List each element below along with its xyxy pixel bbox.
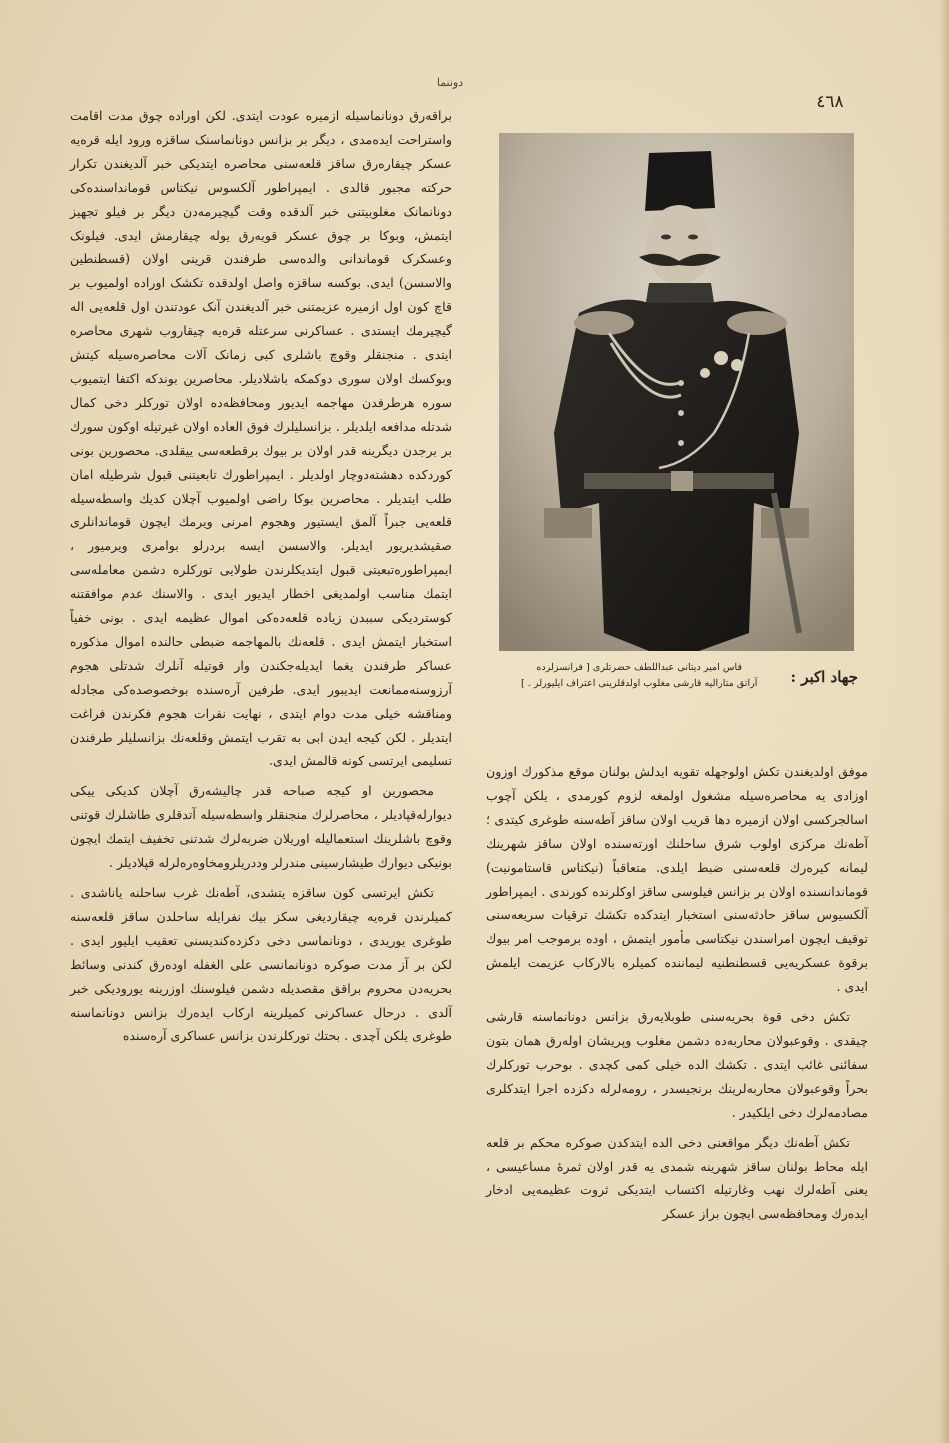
portrait-illustration [499,133,854,651]
running-head: دوننما [436,76,464,89]
paragraph: براقەرق دونانماسیله ازمیرە عودت ایتدی. لکن اورادە چوق مدت اقامت واستراحت ایدەمدی ، دیگر بر بزانس دونانماسنک ساقزە ورود ایله قرەیە عسکر چیقارەرق ساقز قلعەسنی محاصرە ایتدیکی خبر آلدیغندن تکرار حرکتە مجبور قالدی . ایمپراطور آلکسوس نیکتاس قومانداسندەکی دونانمانک مغلوبیتنی خبر آلدقدە وقت گیچیرمەدن دیگر بر فیلو تجهیز ایتمش، وبوکا بر چوق عسکر قویەرق یولە چیقارمش ایدی. فیلونک وعسکرک قوماندانی والدەسی طرفندن قرینی اولان (قسطنطین والاسسن) ایدی. بوکسە ساقزە واصل اولدقدە تکشک اورادە اولمیوب بر قاچ کون اول ازمیرە عزیمتنی خبر آلدیغندن آنک عودتندن اول قلعەیی الە گیچیرمك ایستدی . عساکرنی سرعتلە قرەیە چیقاروب شهری محاصرە ایتدی . منجنقلر وقوچ باشلری کبی زمانک آلات محاصرەسیلە کیتش وبوکسك اولان سوری دوکمکە باشلادیلر. محاصرین بوندکە اکتفا ایتمیوب سورە هرطرفدن مهاجمە ایدیور ومحافظەدە اولان تورکلر دخی کمال شدتلە مدافعە ایلدیلر . بزانسلیلرك فوق العادە اولان غیرتیلە اوکون سورك بر برجدن دیگرینە قدر اولان بر بیوك برقطعەسی ییقلدی. محصورین بونی کوردکدە دهشتەدوچار اولدیلر . ایمپراطورك تابعیتنی قبول شرطیلە امان طلب ایتدیلر . محاصرین بوکا راضی اولمیوب آچلان کدیك واسطەسیلە قلعەیی جبراً آلمق ایستیور وهجوم امرنی ویرمك ایچون قوماندانلری صقیشدیریور ایدیلر. والاسسن ایسە بردرلو بوامری ویرمیور ، ایمپراطورەتبعیتی قبول ایتدیکلرندن طولایی تورکلرە دشمن معاملەسی ایتمك مناسب اولمدیغی اخطار ایدیور ایدی . والاسنك عدم موافقتنە کوستردیکی سببدن زیادە قلعەدەکی اموال عظیمە ایدی . بونی خفیاً استخبار ایتمش ایدی . قلعەنك بالمهاجمە ضبطی حالندە اموال مذکورە عساکر طرفندن یغما ایدیلەجکندن وار قوتیلە آنلرك شدتلی هجوم آرزوسنەممانعت ایدیبور ایدی. طرفین آرەسندە بوخصوصدەکی مجادلە ومناقشە خیلی مدت دوام ایتدی ، نهایت نفرات هجوم فکرندن فراغت ایتدیلر . لکن کیجە ایدن ابی بە تقرب ایتمش وقلعەنك بزانسلیلر طرفندن تسلیمی ایرتسی کونە قالمش ایدی. [70,108,452,769]
figure-caption [498,660,858,694]
caption-lead: جهاد اكبر : [790,668,858,686]
paragraph: محصورین او کیجە صباحە قدر چالیشەرق آچلان کدیکی ییکی دیوارلەقپادیلر ، محاصرلرك منجنقلر واسطەسیلە آتدقلری طاشلرك قوتنی وقوچ باشلرینك استعمالیلە اوریلان ضربەلرك شدتنی تخفیف ایتمك ایچون بونیکی دیوارك طیشارسینی مندرلر وددریلرومخاوەرەلرلە قپلادیلر . [70,783,452,871]
caption-line: آراتق متاراليه قارشی مغلوب اولدقلرینی اعتراف ایلیورلر . ] [521,678,758,689]
portrait-photograph [499,133,854,651]
text-column-left [70,104,452,1054]
caption-line: فاس امیر دیتانی عبداللطف حضرتلری [ فرانسزلرده [536,662,743,673]
text-column-right [486,760,868,1232]
page-edge-shadow [939,0,949,1443]
paragraph: تکش ایرتسی کون ساقزە یتشدی، آطەنك غرب ساحلنە یاناشدی . کمیلرندن قرەیە چیقاردیغی سکز بیك نفرایلە ساحلدن ساقز قلعەسنە طوغری یوریدی ، دونانماسی دخی دکزدەکندیسنی تعقیب ایلیور ایدی . لکن بر آز مدت صوکرە دونانمانسی علی الغفلە اودەرق کندنی وسائط بحریەدن محروم براقق مقصدیلە دشمن فیلوسنك اوزرینە یورودیکی خبر آلدی . درحال عساکرنی کمیلرینە ارکاب ایدەرك بزانس دونانماسنە طوغری یلکن آچدی . بحتك تورکلرندن بزانس عساکری آرەسندە [70,885,452,1044]
caption-text [498,660,780,692]
page-number: ٤٦٨ [816,92,844,112]
paragraph: تکش دخی قوة بحریەسنی طوبلایەرق بزانس دونانماسنە قارشی چیقدی . وقوعبولان محاربەدە دشمن مغلوب وپریشان اولەرق همان بتون سفائنی غائب ایتدی . تکشك الدە خیلی کمی کچدی . بوحرب تورکلرك بحراً وقوعبولان محاربەلرینك برنجیسدر ، رومەلرلە دکزدە اجرا ایتدکلری مصادمەلرك دخی ایلکیدر . [486,1009,868,1120]
paragraph: موفق اولدیغندن تکش اولوجهلە تقویە ایدلش بولنان موقع مذکورك اوزون اوزادی یە محاصرەسیلە مشغول اولمغە لزوم کورمدی ، یلکن آچوب اسالجرکسی اولان ازمیرە دها قریب اولان ساقز آطەسنە طوغری کیتدی ؛ آطەنك مرکزی اولوب شرق ساحلنك اورتەسندە اولان ساقز شهرینك لیمانە کیرەرك قلعەسنی ضبط ایلدی. متعاقباً (نیکتاس قاستامونیت) قوماندانسندە اولان بر بزانس فیلوسی ساقز اوکلرندە کورندی . ایمپراطور آلکسیوس ساقز حادثەسنی استخبار ایتدکدە تکشك ترقیات سریعەسنی توقیف ایچون امراسندن نیکتاسی مأمور ایتمش ، اودە برموجب امر بیوك برقوة عسکریەیی قسطنطنیە لیمانندە کمیلرە بالارکاب عزیمت ایلمش ایدی . [486,764,868,995]
paragraph: تکش آطەنك دیگر مواقعنی دخی الدە ایتدکدن صوکرە محکم بر قلعە ایلە محاط بولنان ساقز شهرینە شمدی یە قدر اولان ثمرۀ مساعیسی ، یعنی آطەلرك نهب وغارتیلە اکتساب ایتدیکی ثروت عظیمەیی ادخار ایدەرك ومحافظەسی ایچون براز عسکر [486,1134,868,1222]
